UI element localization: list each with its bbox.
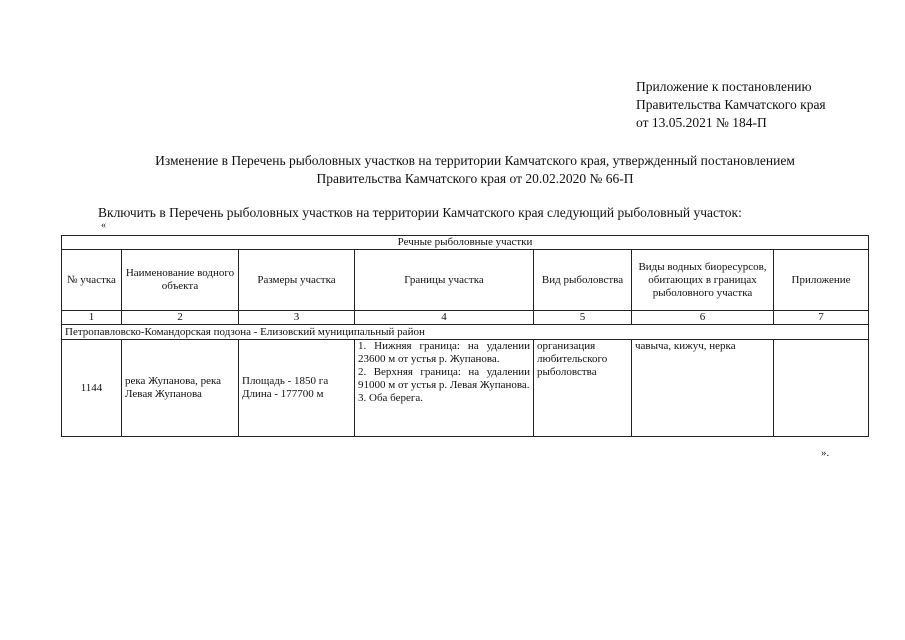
col-header-fishing-type: Вид рыболовства: [534, 250, 632, 311]
site-length: Длина - 177700 м: [242, 388, 324, 400]
col-number-4: 4: [355, 311, 534, 325]
border-banks: 3. Оба берега.: [358, 392, 424, 404]
region-label: Петропавловско-Командорская подзона - Елизовский муниципальный район: [62, 325, 869, 340]
section-row: [62, 236, 869, 250]
fishing-sites-table: [61, 235, 869, 437]
col-number-5: 5: [534, 311, 632, 325]
col-number-7: 7: [774, 311, 869, 325]
col-number-6: 6: [632, 311, 774, 325]
water-body-name: река Жупанова, река Левая Жупанова: [122, 340, 239, 437]
col-number-3: 3: [239, 311, 355, 325]
col-header-species: Виды водных биоресурсов, обитающих в границах рыболовного участка: [632, 250, 774, 311]
document-title: [60, 152, 890, 188]
border-lower: 1. Нижняя граница: на удалении 23600 м от устья р. Жупанова.: [358, 340, 530, 365]
col-header-borders: Границы участка: [355, 250, 534, 311]
col-number-1: 1: [62, 311, 122, 325]
table-row: [62, 340, 869, 437]
title-line-2: Правительства Камчатского края от 20.02.2020 № 66-П: [316, 171, 634, 186]
section-title: Речные рыболовные участки: [62, 236, 869, 250]
appendix-cell: [774, 340, 869, 437]
col-header-water-body: Наименование водного объекта: [122, 250, 239, 311]
species-list: чавыча, кижуч, нерка: [632, 340, 774, 437]
fishing-type: организация любительского рыболовства: [534, 340, 632, 437]
column-number-row: [62, 311, 869, 325]
col-header-appendix: Приложение: [774, 250, 869, 311]
site-size: [239, 340, 355, 437]
title-line-1: Изменение в Перечень рыболовных участков на территории Камчатского края, утвержденный постановлением: [155, 153, 795, 168]
site-area: Площадь - 1850 га: [242, 375, 329, 387]
intro-text: Включить в Перечень рыболовных участков на территории Камчатского края следующий рыболовный участок:: [98, 205, 742, 220]
site-number: 1144: [62, 340, 122, 437]
close-quote: ».: [821, 447, 830, 459]
open-quote: «: [101, 220, 106, 231]
border-upper: 2. Верхняя граница: на удалении 91000 м от устья р. Левая Жупанова.: [358, 366, 530, 391]
col-header-size: Размеры участка: [239, 250, 355, 311]
approval-header: [636, 78, 826, 132]
site-borders: [355, 340, 534, 437]
header-line-3: от 13.05.2021 № 184-П: [636, 115, 767, 130]
header-line-2: Правительства Камчатского края: [636, 97, 826, 112]
col-number-2: 2: [122, 311, 239, 325]
col-header-number: № участка: [62, 250, 122, 311]
region-row: [62, 325, 869, 340]
header-line-1: Приложение к постановлению: [636, 79, 812, 94]
header-row: [62, 250, 869, 311]
